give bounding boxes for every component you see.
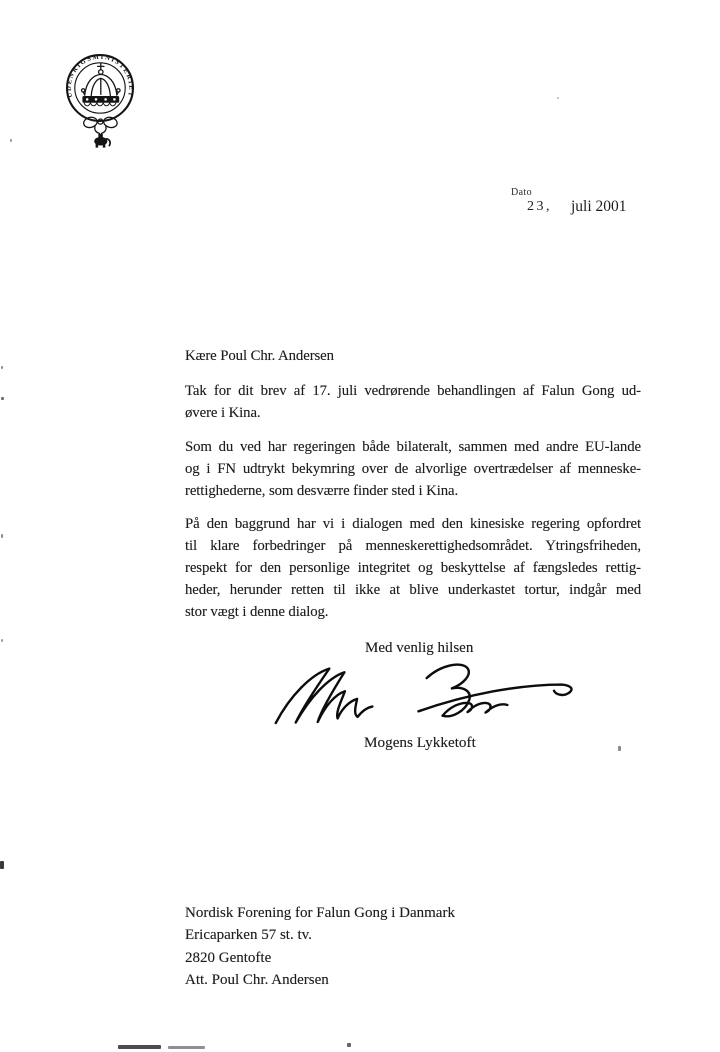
paragraph-line: rettighederne, som desværre finder sted i Kina. xyxy=(185,483,459,499)
seal-ring-textpath: UDENRIGSMINISTERIET xyxy=(65,53,135,99)
signature-stroke xyxy=(442,702,507,716)
date-month-year: juli 2001 xyxy=(571,198,627,215)
scan-artifact xyxy=(557,97,559,99)
recipient-address xyxy=(185,902,455,992)
seal-ring-text xyxy=(66,54,134,99)
scan-artifact xyxy=(1,397,4,400)
recipient-line: Nordisk Forening for Falun Gong i Danmark xyxy=(185,905,455,921)
paragraph-line: Tak for dit brev af 17. juli vedrørende behandlingen af Falun Gong ud- xyxy=(185,383,641,399)
ribbon-bow-icon xyxy=(83,116,119,134)
scan-artifact xyxy=(1,534,3,538)
recipient-line: Ericaparken 57 st. tv. xyxy=(185,927,312,944)
paragraph-3 xyxy=(185,513,641,623)
paragraph-line: stor vægt i denne dialog. xyxy=(185,604,329,620)
scan-artifact xyxy=(347,1043,351,1047)
paragraph-line: respekt for den personlige integritet og beskyttelse af fængsledes rettig- xyxy=(185,560,641,576)
paragraph-line: Som du ved har regeringen både bilateralt, sammen med andre EU-lande xyxy=(185,439,641,455)
date-label: Dato xyxy=(511,187,533,198)
paragraph-line: til klare forbedringer på menneskerettighedsområdet. Ytringsfriheden, xyxy=(185,538,641,554)
udenrigsministeriet-seal-icon xyxy=(60,52,140,152)
paragraph-line: heder, herunder retten til ikke at blive underkastet tortur, indgår med xyxy=(185,582,641,598)
scan-artifact xyxy=(0,861,4,869)
recipient-line: Att. Poul Chr. Andersen xyxy=(185,972,329,989)
signature xyxy=(271,658,589,728)
scan-artifact xyxy=(1,366,3,369)
closing-phrase: Med venlig hilsen xyxy=(365,640,474,656)
scan-artifact xyxy=(1,639,3,642)
signature-stroke xyxy=(274,668,372,724)
paragraph-2 xyxy=(185,436,641,502)
elephant-pendant-icon xyxy=(94,134,110,148)
scan-artifact xyxy=(618,746,621,751)
signer-name: Mogens Lykketoft xyxy=(364,734,476,751)
crown-icon xyxy=(82,63,121,96)
salutation: Kære Poul Chr. Andersen xyxy=(185,348,334,364)
letter-body xyxy=(185,345,641,623)
scan-artifact xyxy=(10,139,12,142)
crown-band xyxy=(82,96,119,106)
paragraph-line: og i FN udtrykt bekymring over de alvorlige overtrædelser af menneske- xyxy=(185,461,641,477)
paragraph-1 xyxy=(185,380,641,424)
scan-edge-bar xyxy=(168,1046,205,1049)
scan-edge-bar xyxy=(118,1045,161,1049)
date-day-value: 23, xyxy=(527,199,552,214)
paragraph-line: På den baggrund har vi i dialogen med den kinesiske regering opfordret xyxy=(185,516,641,532)
paragraph-line: øvere i Kina. xyxy=(185,405,261,421)
recipient-line: 2820 Gentofte xyxy=(185,949,272,966)
